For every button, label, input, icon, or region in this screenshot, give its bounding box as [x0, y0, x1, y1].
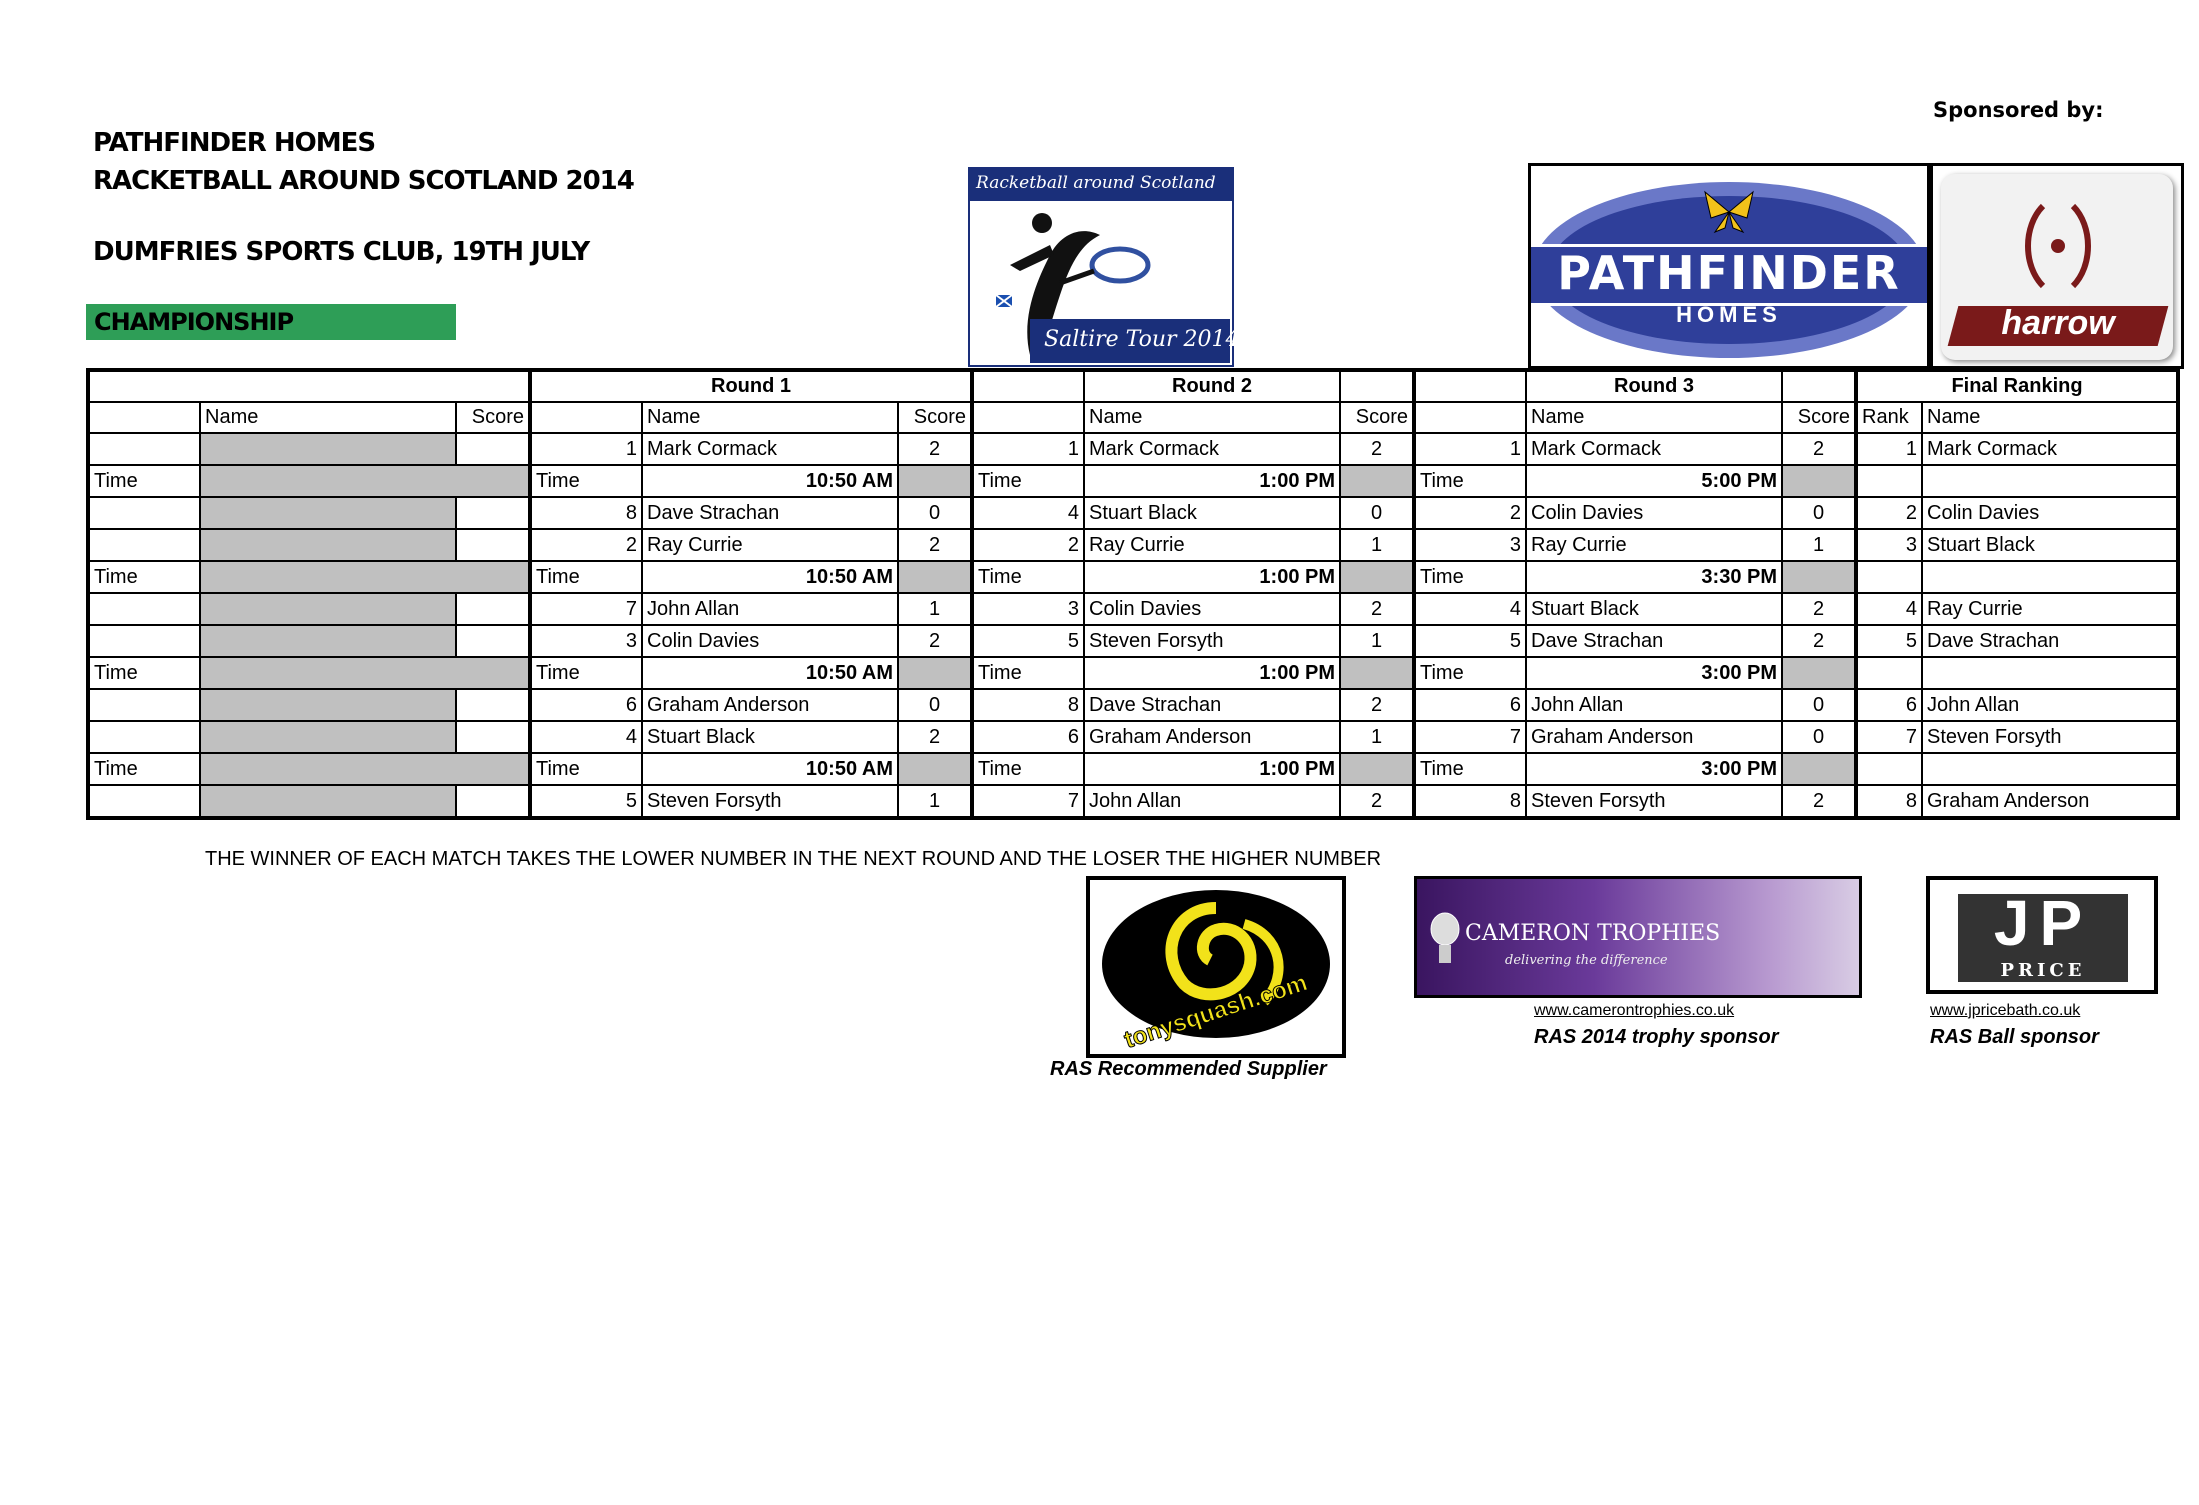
empty-name-cell [200, 785, 456, 818]
table-cell [456, 433, 530, 465]
final-rank: 7 [1856, 721, 1922, 753]
r3-score: 2 [1782, 785, 1856, 818]
score-column-header: Score [1782, 402, 1856, 433]
empty-score-cell [1782, 465, 1856, 497]
empty-name-cell [200, 721, 456, 753]
table-cell [88, 433, 200, 465]
organizer-title: PATHFINDER HOMES [93, 128, 376, 158]
table-row [88, 433, 2178, 465]
r2-score: 1 [1340, 529, 1414, 561]
final-player-name: Stuart Black [1922, 529, 2178, 561]
r1-player-name: Mark Cormack [642, 433, 898, 465]
table-row [88, 497, 2178, 529]
r3-player-name: Steven Forsyth [1526, 785, 1782, 818]
r1-score: 2 [898, 625, 972, 657]
table-row [88, 785, 2178, 818]
final-player-name: Steven Forsyth [1922, 721, 2178, 753]
table-cell [1856, 753, 1922, 785]
r1-seed: 8 [530, 497, 642, 529]
table-cell [456, 625, 530, 657]
name-column-header: Name [642, 402, 898, 433]
tonysquash-caption: RAS Recommended Supplier [1050, 1058, 1327, 1080]
final-rank: 6 [1856, 689, 1922, 721]
table-cell [1922, 753, 2178, 785]
r1-player-name: Colin Davies [642, 625, 898, 657]
cameron-logo-name: CAMERON TROPHIES [1465, 921, 1721, 946]
table-cell [88, 497, 200, 529]
r3-player-name: John Allan [1526, 689, 1782, 721]
r2-seed: 8 [972, 689, 1084, 721]
sponsored-by-label: Sponsored by: [1933, 98, 2104, 122]
final-rank: 8 [1856, 785, 1922, 818]
r1-seed: 1 [530, 433, 642, 465]
r1-score: 1 [898, 785, 972, 818]
venue-date: DUMFRIES SPORTS CLUB, 19TH JULY [93, 237, 590, 267]
table-row [88, 465, 2178, 497]
table-cell [972, 402, 1084, 433]
bracket-table [86, 368, 2180, 820]
r1-seed: 4 [530, 721, 642, 753]
r1-player-name: Stuart Black [642, 721, 898, 753]
r1-player-name: Steven Forsyth [642, 785, 898, 818]
final-rank: 2 [1856, 497, 1922, 529]
empty-score-cell [898, 465, 972, 497]
cameron-caption: RAS 2014 trophy sponsor [1534, 1026, 1779, 1048]
table-cell [456, 721, 530, 753]
r2-seed: 7 [972, 785, 1084, 818]
r2-seed: 4 [972, 497, 1084, 529]
r3-score: 0 [1782, 497, 1856, 529]
final-player-name: Mark Cormack [1922, 433, 2178, 465]
r2-score: 2 [1340, 689, 1414, 721]
table-cell [88, 625, 200, 657]
r2-seed: 2 [972, 529, 1084, 561]
r2-seed: 1 [972, 433, 1084, 465]
r2-match-time: 1:00 PM [1084, 657, 1340, 689]
r3-score: 2 [1782, 625, 1856, 657]
r1-score: 2 [898, 433, 972, 465]
tonysquash-logo-text: tonysquash.com [1120, 969, 1311, 1054]
r1-match-time: 10:50 AM [642, 465, 898, 497]
round-2-header: Round 2 [1084, 370, 1340, 402]
table-cell [1922, 465, 2178, 497]
r1-player-name: Graham Anderson [642, 689, 898, 721]
empty-score-cell [1782, 657, 1856, 689]
empty-score-cell [1340, 657, 1414, 689]
harrow-logo [1930, 163, 2184, 369]
r3-score: 2 [1782, 593, 1856, 625]
round-3-header: Round 3 [1526, 370, 1782, 402]
category-label: CHAMPIONSHIP [94, 308, 294, 336]
r1-score: 0 [898, 689, 972, 721]
final-rank: 5 [1856, 625, 1922, 657]
ras-logo-bottom-text: Saltire Tour 2014 [1044, 327, 1240, 352]
time-label: Time [530, 657, 642, 689]
table-cell [456, 497, 530, 529]
final-ranking-header: Final Ranking [1856, 370, 2178, 402]
ras-logo-top-text: Racketball around Scotland [976, 173, 1216, 193]
table-cell [88, 689, 200, 721]
final-rank: 4 [1856, 593, 1922, 625]
final-player-name: John Allan [1922, 689, 2178, 721]
table-cell [456, 785, 530, 818]
r1-match-time: 10:50 AM [642, 657, 898, 689]
time-label: Time [88, 465, 200, 497]
r2-score: 2 [1340, 433, 1414, 465]
r2-match-time: 1:00 PM [1084, 465, 1340, 497]
cameron-logo [1414, 876, 1862, 998]
r3-score: 0 [1782, 689, 1856, 721]
harrow-logo-name: harrow [2001, 304, 2115, 342]
r2-score: 2 [1340, 593, 1414, 625]
r2-player-name: Stuart Black [1084, 497, 1340, 529]
empty-score-cell [1782, 753, 1856, 785]
table-row [88, 753, 2178, 785]
r3-player-name: Colin Davies [1526, 497, 1782, 529]
table-cell [88, 785, 200, 818]
tonysquash-logo [1086, 876, 1346, 1058]
r2-player-name: Graham Anderson [1084, 721, 1340, 753]
table-cell [1922, 561, 2178, 593]
r3-seed: 6 [1414, 689, 1526, 721]
empty-time-cell [200, 561, 530, 593]
time-label: Time [530, 561, 642, 593]
time-label: Time [1414, 561, 1526, 593]
empty-score-cell [1782, 561, 1856, 593]
r3-match-time: 3:00 PM [1526, 657, 1782, 689]
name-column-header: Name [1526, 402, 1782, 433]
empty-score-cell [898, 561, 972, 593]
category-banner [86, 304, 456, 340]
round-1-header: Round 1 [530, 370, 972, 402]
r1-player-name: John Allan [642, 593, 898, 625]
r3-player-name: Graham Anderson [1526, 721, 1782, 753]
r2-match-time: 1:00 PM [1084, 753, 1340, 785]
r1-seed: 6 [530, 689, 642, 721]
empty-name-cell [200, 497, 456, 529]
table-row [88, 689, 2178, 721]
r2-score: 2 [1340, 785, 1414, 818]
name-column-header: Name [1084, 402, 1340, 433]
r3-seed: 8 [1414, 785, 1526, 818]
empty-name-cell [200, 593, 456, 625]
final-rank: 3 [1856, 529, 1922, 561]
r3-seed: 7 [1414, 721, 1526, 753]
time-label: Time [1414, 753, 1526, 785]
r1-seed: 3 [530, 625, 642, 657]
header-blank [1782, 370, 1856, 402]
table-row [88, 593, 2178, 625]
empty-time-cell [200, 753, 530, 785]
time-label: Time [530, 753, 642, 785]
r3-seed: 5 [1414, 625, 1526, 657]
empty-name-cell [200, 529, 456, 561]
r2-seed: 6 [972, 721, 1084, 753]
r2-score: 0 [1340, 497, 1414, 529]
r3-player-name: Mark Cormack [1526, 433, 1782, 465]
table-cell [1856, 657, 1922, 689]
r1-match-time: 10:50 AM [642, 561, 898, 593]
table-row [88, 370, 2178, 402]
time-label: Time [1414, 465, 1526, 497]
header-blank [88, 370, 530, 402]
table-cell [456, 689, 530, 721]
final-player-name: Ray Currie [1922, 593, 2178, 625]
score-column-header: Score [456, 402, 530, 433]
time-label: Time [88, 753, 200, 785]
empty-name-cell [200, 433, 456, 465]
r1-score: 1 [898, 593, 972, 625]
table-cell [456, 529, 530, 561]
table-cell [456, 593, 530, 625]
time-label: Time [972, 657, 1084, 689]
jprice-logo-sub: PRICE [2000, 960, 2086, 981]
r2-player-name: Steven Forsyth [1084, 625, 1340, 657]
empty-score-cell [1340, 561, 1414, 593]
r3-score: 0 [1782, 721, 1856, 753]
r2-seed: 3 [972, 593, 1084, 625]
r3-player-name: Stuart Black [1526, 593, 1782, 625]
r1-player-name: Ray Currie [642, 529, 898, 561]
r3-match-time: 3:30 PM [1526, 561, 1782, 593]
empty-score-cell [1340, 753, 1414, 785]
header-blank [972, 370, 1084, 402]
event-title: RACKETBALL AROUND SCOTLAND 2014 [93, 166, 634, 196]
time-label: Time [972, 753, 1084, 785]
final-player-name: Colin Davies [1922, 497, 2178, 529]
harrow-mark-icon [2013, 196, 2103, 296]
time-label: Time [972, 561, 1084, 593]
table-cell [1856, 561, 1922, 593]
r3-seed: 4 [1414, 593, 1526, 625]
r2-player-name: Ray Currie [1084, 529, 1340, 561]
r3-match-time: 3:00 PM [1526, 753, 1782, 785]
r2-player-name: Dave Strachan [1084, 689, 1340, 721]
table-row [88, 625, 2178, 657]
r3-player-name: Dave Strachan [1526, 625, 1782, 657]
jprice-logo-name: JP [1993, 887, 2093, 959]
r2-score: 1 [1340, 625, 1414, 657]
r3-player-name: Ray Currie [1526, 529, 1782, 561]
empty-score-cell [1340, 465, 1414, 497]
table-row [88, 402, 2178, 433]
r2-seed: 5 [972, 625, 1084, 657]
header-blank [1414, 370, 1526, 402]
r3-score: 2 [1782, 433, 1856, 465]
r2-player-name: Mark Cormack [1084, 433, 1340, 465]
table-cell [1922, 657, 2178, 689]
r1-match-time: 10:50 AM [642, 753, 898, 785]
table-cell [88, 402, 200, 433]
table-cell [88, 529, 200, 561]
table-cell [1414, 402, 1526, 433]
score-column-header: Score [898, 402, 972, 433]
cameron-url-link[interactable]: www.camerontrophies.co.uk [1534, 1002, 1735, 1019]
score-column-header: Score [1340, 402, 1414, 433]
empty-name-cell [200, 625, 456, 657]
time-label: Time [88, 561, 200, 593]
table-row [88, 561, 2178, 593]
header-blank [1340, 370, 1414, 402]
pathfinder-logo-name: PATHFINDER [1557, 246, 1901, 300]
name-column-header: Name [200, 402, 456, 433]
table-cell [530, 402, 642, 433]
final-rank: 1 [1856, 433, 1922, 465]
name-column-header: Name [1922, 402, 2178, 433]
jprice-url-link[interactable]: www.jpricebath.co.uk [1930, 1002, 2081, 1019]
trophy-icon [1427, 909, 1463, 969]
table-cell [1856, 465, 1922, 497]
r1-score: 2 [898, 529, 972, 561]
time-label: Time [530, 465, 642, 497]
pathfinder-logo-sub: HOMES [1676, 302, 1782, 327]
empty-time-cell [200, 465, 530, 497]
r2-player-name: Colin Davies [1084, 593, 1340, 625]
time-label: Time [88, 657, 200, 689]
r3-seed: 3 [1414, 529, 1526, 561]
time-label: Time [972, 465, 1084, 497]
ras-logo [968, 167, 1240, 367]
r1-seed: 7 [530, 593, 642, 625]
r1-seed: 5 [530, 785, 642, 818]
jprice-caption: RAS Ball sponsor [1930, 1026, 2099, 1048]
r3-seed: 2 [1414, 497, 1526, 529]
final-player-name: Dave Strachan [1922, 625, 2178, 657]
pathfinder-logo [1528, 163, 1930, 369]
r3-match-time: 5:00 PM [1526, 465, 1782, 497]
empty-time-cell [200, 657, 530, 689]
r1-score: 0 [898, 497, 972, 529]
r3-score: 1 [1782, 529, 1856, 561]
jprice-logo [1926, 876, 2158, 994]
r2-match-time: 1:00 PM [1084, 561, 1340, 593]
empty-score-cell [898, 657, 972, 689]
r1-seed: 2 [530, 529, 642, 561]
table-row [88, 657, 2178, 689]
table-row [88, 721, 2178, 753]
r3-seed: 1 [1414, 433, 1526, 465]
table-cell [88, 593, 200, 625]
final-player-name: Graham Anderson [1922, 785, 2178, 818]
empty-score-cell [898, 753, 972, 785]
r2-player-name: John Allan [1084, 785, 1340, 818]
empty-name-cell [200, 689, 456, 721]
cameron-logo-tagline: delivering the difference [1505, 953, 1668, 968]
butterfly-icon [1701, 188, 1757, 236]
bracket-note: THE WINNER OF EACH MATCH TAKES THE LOWER NUMBER IN THE NEXT ROUND AND THE LOSER THE HIGHER NUMBER [205, 848, 1382, 870]
table-cell [88, 721, 200, 753]
r1-player-name: Dave Strachan [642, 497, 898, 529]
r1-score: 2 [898, 721, 972, 753]
table-row [88, 529, 2178, 561]
rank-column-header: Rank [1856, 402, 1922, 433]
r2-score: 1 [1340, 721, 1414, 753]
time-label: Time [1414, 657, 1526, 689]
